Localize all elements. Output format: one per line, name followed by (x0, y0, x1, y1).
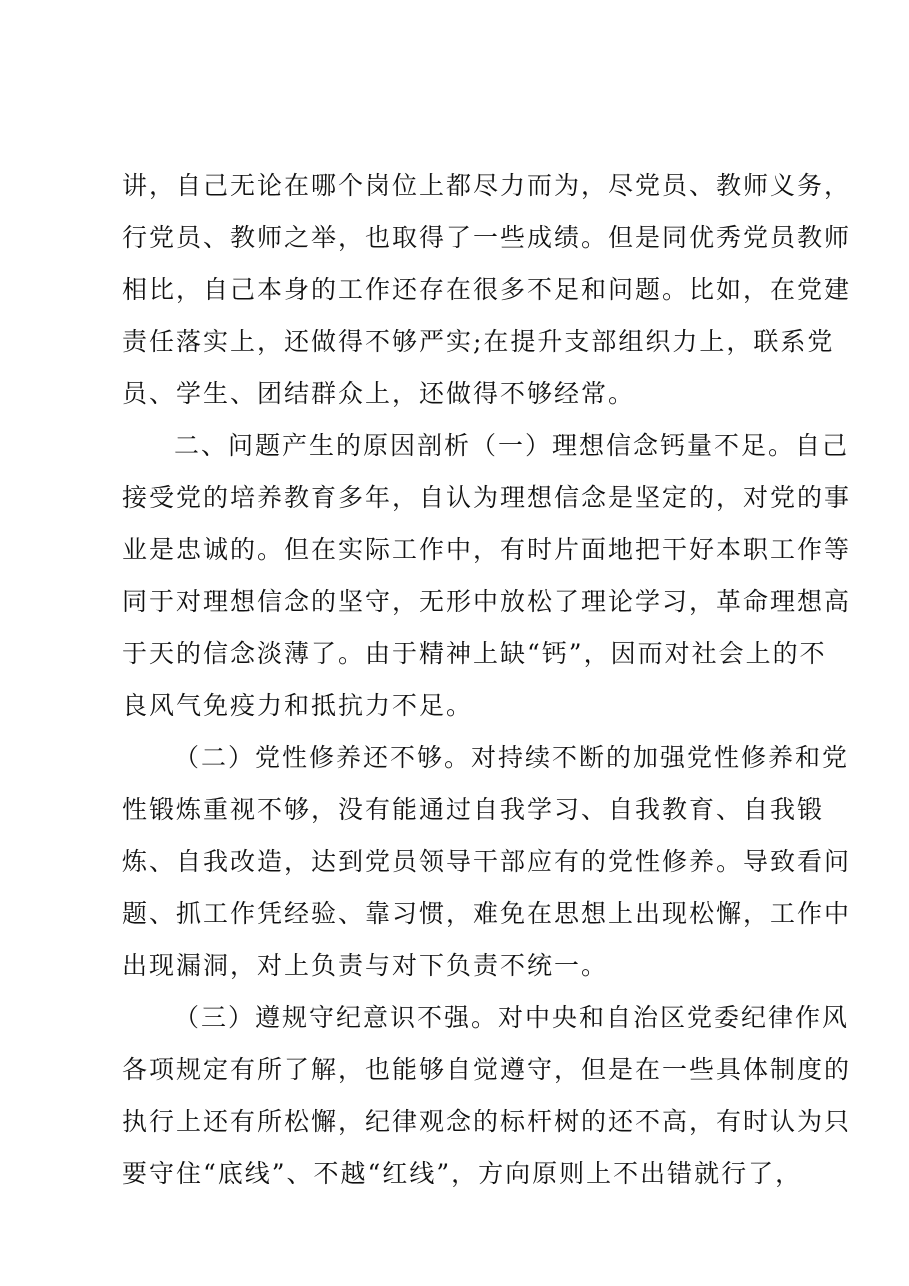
text-line: 相比，自己本身的工作还存在很多不足和问题。比如，在党建 (122, 275, 852, 304)
text-line: 员、学生、团结群众上，还做得不够经常。 (122, 379, 636, 408)
text-line: 性锻炼重视不够，没有能通过自我学习、自我教育、自我锻 (122, 795, 825, 824)
text-line: 炼、自我改造，达到党员领导干部应有的党性修养。导致看问 (122, 847, 852, 876)
paragraph-start-line: 二、问题产生的原因剖析（一）理想信念钙量不足。自己 (174, 431, 850, 460)
text-line: 讲，自己无论在哪个岗位上都尽力而为，尽党员、教师义务， (122, 171, 852, 200)
text-line: 行党员、教师之举，也取得了一些成绩。但是同优秀党员教师 (122, 223, 852, 252)
text-line: 业是忠诚的。但在实际工作中，有时片面地把干好本职工作等 (122, 535, 852, 564)
text-line: 责任落实上，还做得不够严实;在提升支部组织力上，联系党 (122, 327, 835, 356)
text-line: 出现漏洞，对上负责与对下负责不统一。 (122, 951, 609, 980)
text-line: 良风气免疫力和抵抗力不足。 (122, 691, 474, 720)
text-line: 同于对理想信念的坚守，无形中放松了理论学习，革命理想高 (122, 587, 852, 616)
text-line: 于天的信念淡薄了。由于精神上缺“钙”，因而对社会上的不 (122, 639, 827, 668)
text-line: 各项规定有所了解，也能够自觉遵守，但是在一些具体制度的 (122, 1055, 852, 1084)
paragraph-start-line: （二）党性修养还不够。对持续不断的加强党性修养和党 (174, 743, 850, 772)
text-line: 题、抓工作凭经验、靠习惯，难免在思想上出现松懈，工作中 (122, 899, 852, 928)
text-line: 要守住“底线”、不越“红线”，方向原则上不出错就行了， (122, 1159, 803, 1188)
text-line: 接受党的培养教育多年，自认为理想信念是坚定的，对党的事 (122, 483, 852, 512)
document-body (122, 160, 852, 1200)
paragraph-start-line: （三）遵规守纪意识不强。对中央和自治区党委纪律作风 (174, 1003, 850, 1032)
text-line: 执行上还有所松懈，纪律观念的标杆树的还不高，有时认为只 (122, 1107, 852, 1136)
